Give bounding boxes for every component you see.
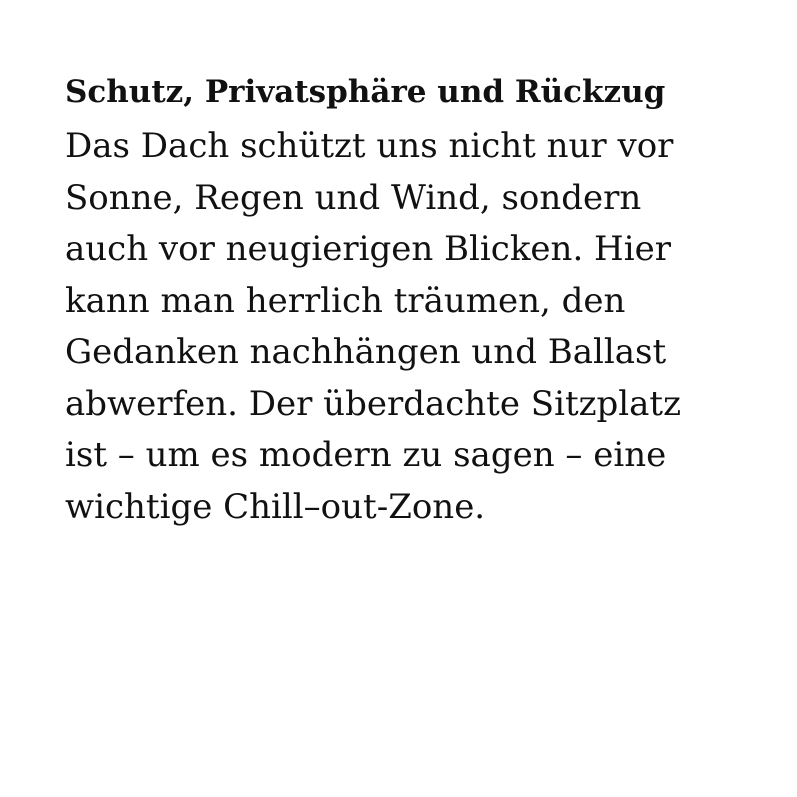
paragraph-line: ist – um es modern zu sagen – eine <box>65 435 667 475</box>
article-heading: Schutz, Privatsphäre und Rückzug <box>65 74 666 110</box>
paragraph-line: Gedanken nachhängen und Ballast <box>65 332 667 372</box>
paragraph-line: auch vor neugierigen Blicken. Hier <box>65 229 671 269</box>
paragraph-line: wichtige Chill–out-Zone. <box>65 486 486 527</box>
paragraph-line: abwerfen. Der überdachte Sitzplatz <box>65 383 682 424</box>
paragraph-line: Das Dach schützt uns nicht nur vor <box>65 126 674 166</box>
paragraph-line: kann man herrlich träumen, den <box>65 280 626 321</box>
article <box>65 68 745 533</box>
article-paragraph <box>65 121 745 533</box>
paragraph-line: Sonne, Regen und Wind, sondern <box>65 177 642 218</box>
